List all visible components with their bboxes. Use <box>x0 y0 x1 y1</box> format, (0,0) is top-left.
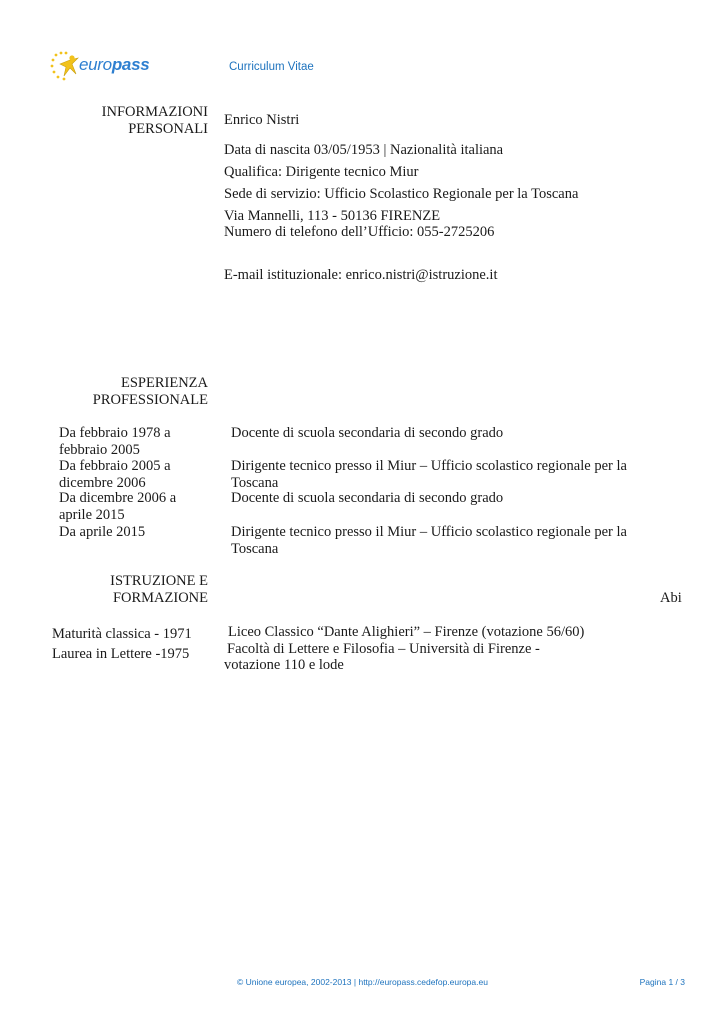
personal-info-heading: INFORMAZIONI PERSONALI <box>101 104 208 137</box>
footer-page-number: Pagina 1 / 3 <box>639 977 685 987</box>
education-heading: ISTRUZIONE E FORMAZIONE <box>110 573 208 606</box>
education-degree-1: Maturità classica - 1971 <box>52 626 192 642</box>
education-desc-2-cont: votazione 110 e lode <box>224 657 344 673</box>
experience-desc-1: Docente di scuola secondaria di secondo grado <box>231 425 504 441</box>
full-name: Enrico Nistri <box>224 112 300 128</box>
europass-wordmark: europass <box>79 55 150 74</box>
stray-text: Abi <box>660 590 682 606</box>
experience-heading: ESPERIENZA PROFESSIONALE <box>92 375 208 408</box>
email: E-mail istituzionale: enrico.nistri@istruzione.it <box>224 267 498 283</box>
experience-period-3: Da dicembre 2006 a aprile 2015 <box>59 490 177 523</box>
document-title: Curriculum Vitae <box>229 61 314 73</box>
birth-nationality: Data di nascita 03/05/1953 | Nazionalità italiana <box>224 142 504 158</box>
education-desc-1: Liceo Classico “Dante Alighieri” – Firenze (votazione 56/60) <box>228 624 585 640</box>
footer-copyright: © Unione europea, 2002-2013 | http://europass.cedefop.europa.eu <box>237 977 488 987</box>
experience-desc-4: Dirigente tecnico presso il Miur – Ufficio scolastico regionale per la Toscana <box>231 524 627 557</box>
experience-desc-3: Docente di scuola secondaria di secondo grado <box>231 490 504 506</box>
qualification: Qualifica: Dirigente tecnico Miur <box>224 164 419 180</box>
address: Via Mannelli, 113 - 50136 FIRENZE <box>224 208 441 224</box>
experience-period-4: Da aprile 2015 <box>59 524 146 540</box>
experience-period-2: Da febbraio 2005 a dicembre 2006 <box>59 458 171 491</box>
education-degree-2: Laurea in Lettere -1975 <box>52 646 190 662</box>
office: Sede di servizio: Ufficio Scolastico Regionale per la Toscana <box>224 186 579 202</box>
phone: Numero di telefono dell’Ufficio: 055-2725206 <box>224 224 495 240</box>
experience-desc-2: Dirigente tecnico presso il Miur – Ufficio scolastico regionale per la Toscana <box>231 458 627 491</box>
education-desc-2: Facoltà di Lettere e Filosofia – Università di Firenze - <box>227 641 540 657</box>
experience-period-1: Da febbraio 1978 a febbraio 2005 <box>59 425 171 458</box>
